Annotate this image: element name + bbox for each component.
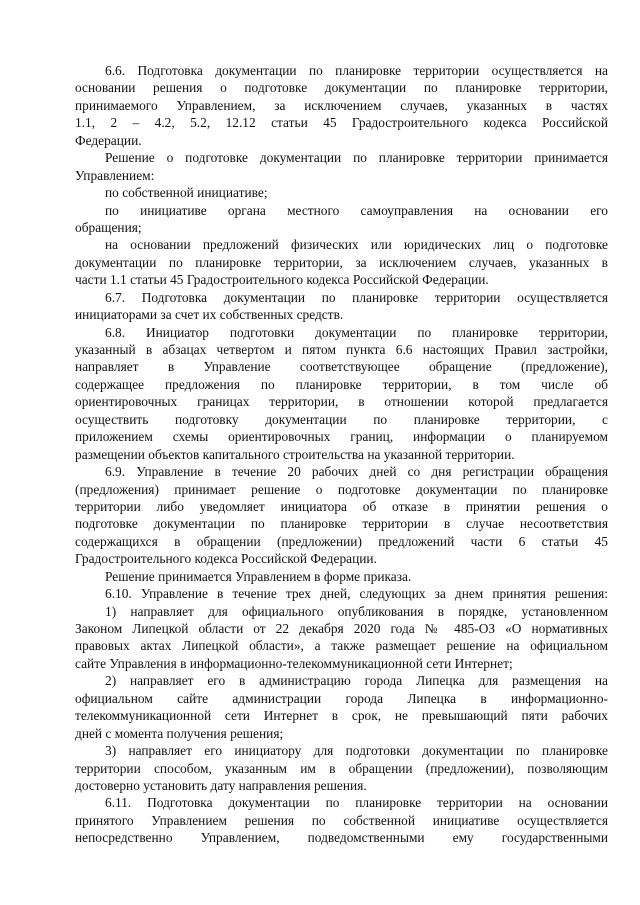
- paragraph-6-10: [75, 585, 608, 602]
- text-line: правовых актах Липецкой области», а также размещает решение на официальном: [75, 638, 608, 654]
- paragraph-6-10-item-3: [75, 742, 608, 794]
- text-line: 3) направляет его инициатору для подготовки документации по планировке: [105, 743, 608, 759]
- paragraph-6-11: [75, 794, 608, 846]
- text-line: Решение принимается Управлением в форме приказа.: [105, 568, 412, 584]
- text-line: 6.6. Подготовка документации по планировке территории осуществляется на: [105, 63, 608, 78]
- text-line: основании решения о подготовке документации по планировке территории,: [75, 80, 608, 96]
- text-line: по инициативе органа местного самоуправления на основании его: [105, 202, 608, 218]
- text-line: части 1.1 статьи 45 Градостроительного кодекса Российской Федерации.: [75, 272, 489, 288]
- document-page: [75, 62, 608, 847]
- text-line: 6.8. Инициатор подготовки документации по планировке территории,: [105, 324, 608, 340]
- text-line: подготовке документации по планировке территории в случае несоответствия: [75, 516, 608, 532]
- text-line: Решение о подготовке документации по планировке территории принимается: [105, 150, 608, 166]
- text-line: Управлением:: [75, 167, 155, 183]
- paragraph-6-10-item-1: [75, 603, 608, 673]
- text-line: 6.11. Подготовка документации по планировке территории на основании: [105, 795, 608, 811]
- text-line: Федерации.: [75, 132, 142, 148]
- text-line: размещении объектов капитального строительства на указанной территории.: [75, 446, 515, 462]
- text-line: Законом Липецкой области от 22 декабря 2020 года № 485-ОЗ «О нормативных: [75, 621, 608, 636]
- text-line: территории либо уведомляет инициатора об отказе в принятии решения о: [75, 498, 608, 514]
- text-line: осуществить подготовку документации по планировке территории, с: [75, 411, 608, 427]
- text-line: территории способом, указанным им в обращении (предложении), позволяющим: [75, 760, 608, 776]
- text-line: 6.9. Управление в течение 20 рабочих дней со дня регистрации обращения: [105, 464, 608, 480]
- text-line: документации по планировке территории, за исключением случаев, указанных в: [75, 254, 608, 270]
- text-line: 2) направляет его в администрацию города Липецка для размещения на: [105, 673, 608, 689]
- text-line: достоверно установить дату направления решения.: [75, 777, 367, 793]
- paragraph-6-7: [75, 289, 608, 324]
- text-line: содержащее предложения по планировке территории, в том числе об: [75, 376, 608, 392]
- text-line: содержащихся в обращении (предложении) предложений части 6 статьи 45: [75, 533, 608, 549]
- text-line: инициаторами за счет их собственных средств.: [75, 307, 344, 323]
- text-line: направляет в Управление соответствующее обращение (предложение),: [75, 359, 608, 375]
- text-line: принятого Управлением решения по собственной инициативе осуществляется: [75, 812, 608, 828]
- paragraph-own-initiative: [75, 184, 608, 201]
- text-line: указанный в абзацах четвертом и пятом пункта 6.6 настоящих Правил застройки,: [75, 342, 608, 357]
- paragraph-order: [75, 568, 608, 585]
- text-line: Градостроительного кодекса Российской Федерации.: [75, 551, 377, 567]
- paragraph-local-initiative: [75, 202, 608, 237]
- text-line: 1.1, 2 – 4.2, 5.2, 12.12 статьи 45 Градостроительного кодекса Российской: [75, 115, 608, 131]
- text-line: дней с момента получения решения;: [75, 725, 284, 741]
- paragraph-proposals: [75, 236, 608, 288]
- text-line: 1) направляет для официального опубликования в порядке, установленном: [105, 603, 608, 619]
- paragraph-6-10-item-2: [75, 672, 608, 742]
- text-line: по собственной инициативе;: [105, 185, 268, 201]
- text-line: (предложения) принимает решение о подготовке документации по планировке: [75, 481, 608, 497]
- text-line: непосредственно Управлением, подведомственными ему государственными: [75, 830, 608, 846]
- text-line: приложением схемы ориентировочных границ, информации о планируемом: [75, 429, 608, 445]
- text-line: на основании предложений физических или юридических лиц о подготовке: [105, 237, 608, 253]
- text-line: ориентировочных границах территории, в отношении которой предлагается: [75, 394, 608, 410]
- paragraph-6-9: [75, 463, 608, 568]
- text-line: 6.10. Управление в течение трех дней, следующих за днем принятия решения:: [105, 586, 608, 602]
- text-line: официальном сайте администрации города Липецка в информационно-: [75, 690, 608, 706]
- paragraph-decision: [75, 149, 608, 184]
- paragraph-6-8: [75, 324, 608, 464]
- text-line: обращения;: [75, 219, 142, 235]
- text-line: принимаемого Управлением, за исключением случаев, указанных в частях: [75, 97, 608, 113]
- text-line: 6.7. Подготовка документации по планировке территории осуществляется: [105, 289, 608, 305]
- paragraph-6-6: [75, 62, 608, 149]
- text-line: сайте Управления в информационно-телекоммуникационной сети Интернет;: [75, 655, 513, 671]
- text-line: телекоммуникационной сети Интернет в срок, не превышающий пяти рабочих: [75, 708, 608, 724]
